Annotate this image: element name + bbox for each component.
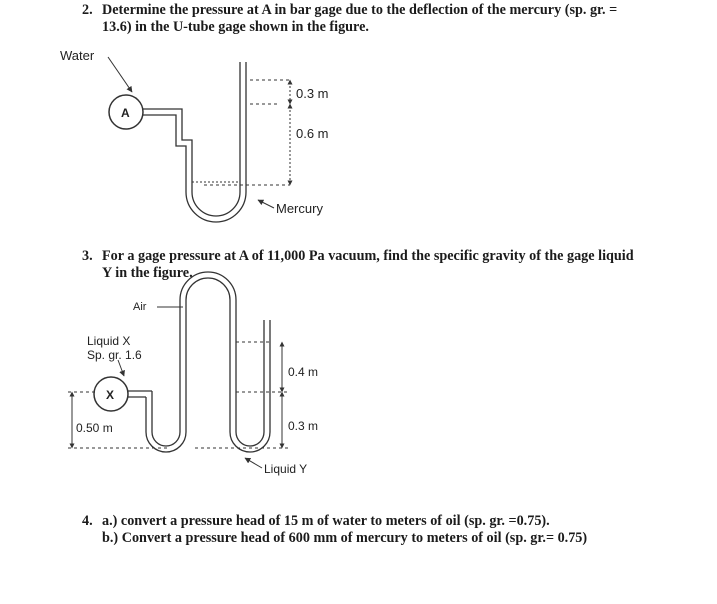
label-liquid-y: Liquid Y — [264, 462, 308, 476]
problem-2-text-line1: Determine the pressure at A in bar gage due to the deflection of the mercury (sp. gr. = — [102, 2, 618, 18]
problem-2-text-line2: 13.6) in the U-tube gage shown in the figure. — [102, 19, 369, 35]
figure-3-manometer — [68, 272, 290, 468]
figure-2-manometer — [108, 57, 290, 222]
label-dim-0-50: 0.50 m — [76, 421, 113, 435]
problem-4-part-b: b.) Convert a pressure head of 600 mm of mercury to meters of oil (sp. gr.= 0.75) — [102, 530, 588, 546]
problem-4-number: 4. — [82, 513, 93, 529]
label-dim-0-4: 0.4 m — [288, 365, 319, 379]
problem-3-text-line2: Y in the figure. — [102, 265, 193, 281]
problem-3-number: 3. — [82, 248, 93, 264]
problem-3-text-line1: For a gage pressure at A of 11,000 Pa vacuum, find the specific gravity of the gage liquid — [102, 248, 634, 264]
label-liquid-x: Liquid X — [87, 334, 131, 348]
label-dim-0-6: 0.6 m — [296, 126, 329, 141]
label-dim-0-3-y: 0.3 m — [288, 419, 319, 433]
label-point-x: X — [106, 388, 115, 402]
label-dim-0-3: 0.3 m — [296, 86, 329, 101]
label-liquid-x-sg: Sp. gr. 1.6 — [87, 348, 142, 362]
problem-4-part-a: a.) convert a pressure head of 15 m of water to meters of oil (sp. gr. =0.75). — [102, 513, 550, 529]
label-water: Water — [60, 48, 95, 63]
problem-2-number: 2. — [82, 2, 93, 18]
label-air: Air — [133, 301, 147, 313]
label-mercury: Mercury — [276, 201, 323, 216]
label-point-a: A — [121, 106, 130, 120]
